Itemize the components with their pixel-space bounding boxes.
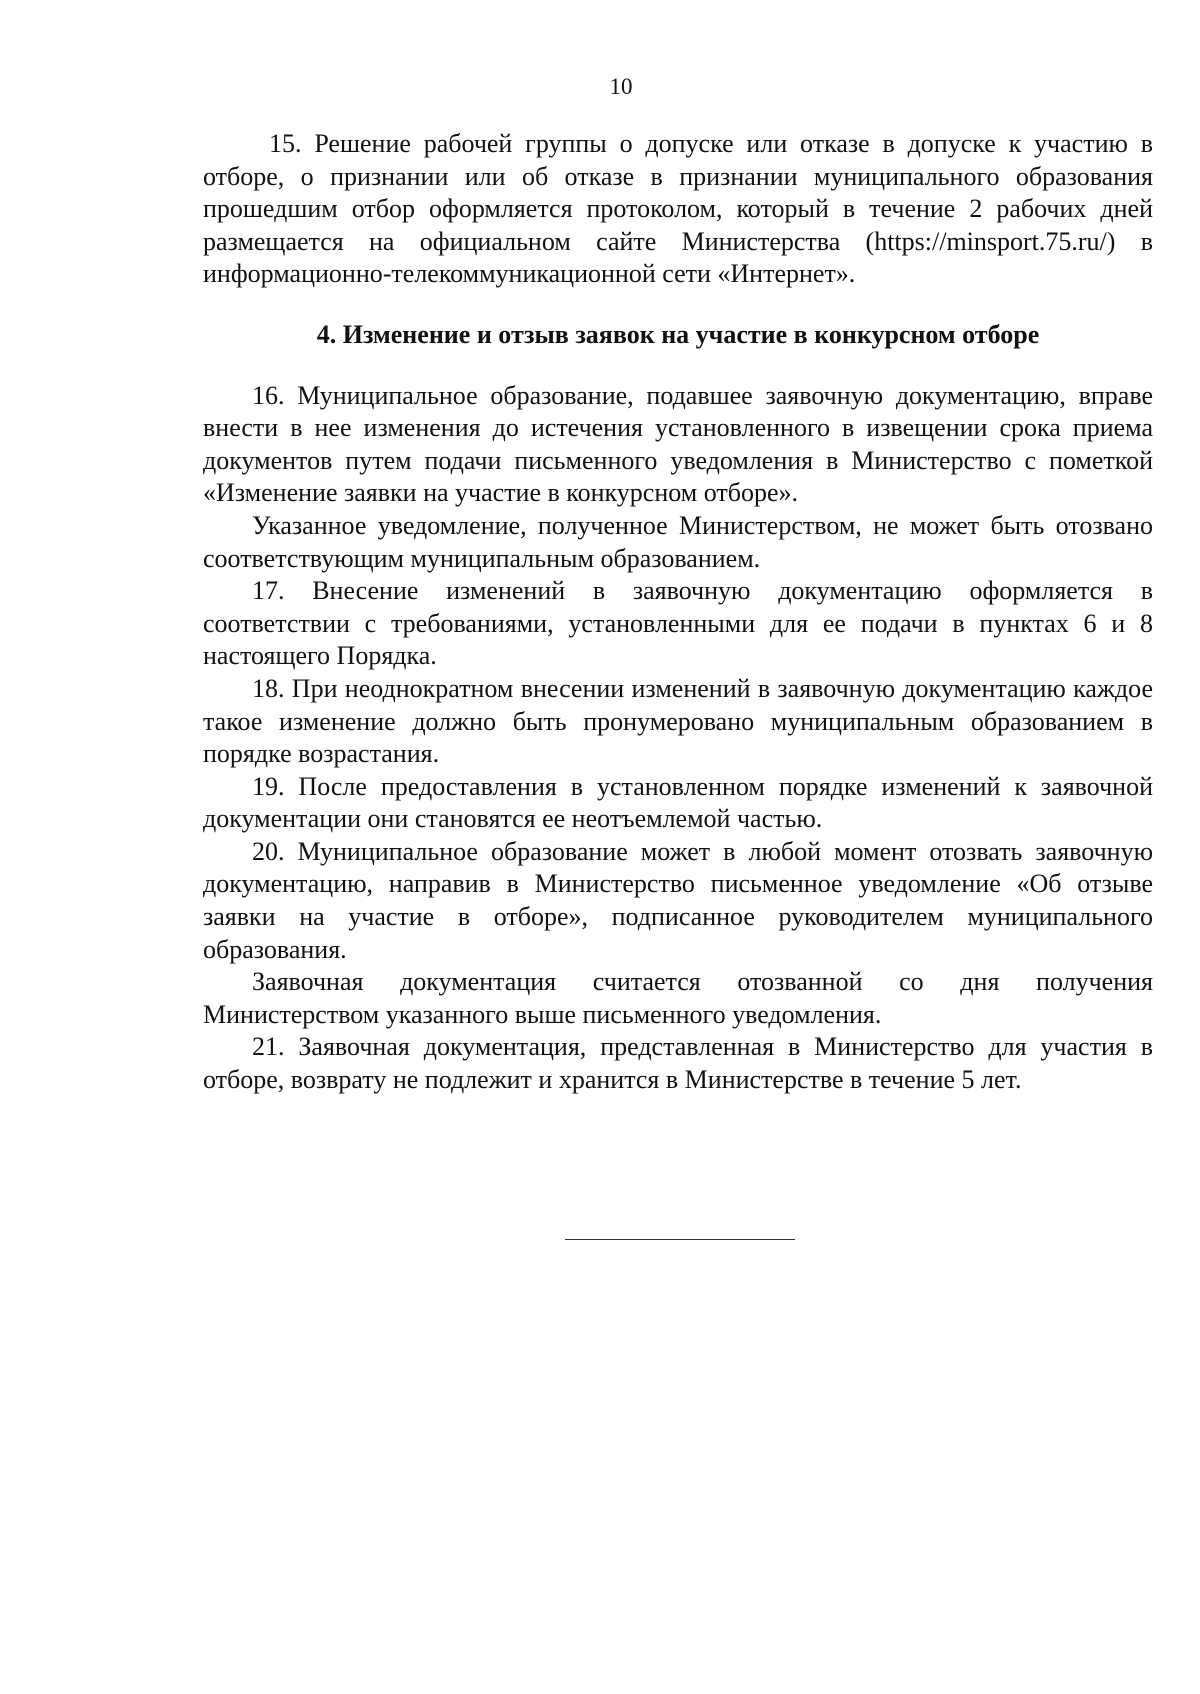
paragraph-15: 15. Решение рабочей группы о допуске или отказе в допуске к участию в отборе, о признании или об отказе в признании муниципального образования прошедшим отбор оформляется протоколом, который в течение 2 рабочих дней размещается на официальном сайте Министерства (https://minsport.75.ru/) в информационно-телекоммуникационной сети «Интернет». xyxy=(203,129,1153,289)
paragraph-19: 19. После предоставления в установленном порядке изменений к заявочной документации они становятся ее неотъемлемой частью. xyxy=(203,771,1153,834)
paragraph-18: 18. При неоднократном внесении изменений в заявочную документацию каждое такое изменение должно быть пронумеровано муниципальным образованием в порядке возрастания. xyxy=(203,673,1153,769)
paragraph-16-continuation: Указанное уведомление, полученное Министерством, не может быть отозвано соответствующим муниципальным образованием. xyxy=(203,510,1153,573)
paragraph-16: 16. Муниципальное образование, подавшее заявочную документацию, вправе внести в нее изменения до истечения установленного в извещении срока приема документов путем подачи письменного уведомления в Министерство с пометкой «Изменение заявки на участие в конкурсном отборе». xyxy=(203,380,1153,508)
document-body xyxy=(203,128,1153,1097)
section-heading: 4. Изменение и отзыв заявок на участие в конкурсном отборе xyxy=(316,319,1040,349)
end-divider-line xyxy=(565,1239,795,1240)
paragraph-21: 21. Заявочная документация, представленная в Министерство для участия в отборе, возврату не подлежит и хранится в Министерстве в течение 5 лет. xyxy=(203,1032,1153,1095)
page-number: 10 xyxy=(609,74,633,99)
paragraph-17: 17. Внесение изменений в заявочную документацию оформляется в соответствии с требованиями, установленными для ее подачи в пунктах 6 и 8 настоящего Порядка. xyxy=(203,576,1153,671)
paragraph-20: 20. Муниципальное образование может в любой момент отозвать заявочную документацию, направив в Министерство письменное уведомление «Об отзыве заявки на участие в отборе», подписанное руководителем муниципального образования. xyxy=(203,836,1153,964)
paragraph-20-continuation: Заявочная документация считается отозванной со дня получения Министерством указанного выше письменного уведомления. xyxy=(203,967,1153,1029)
